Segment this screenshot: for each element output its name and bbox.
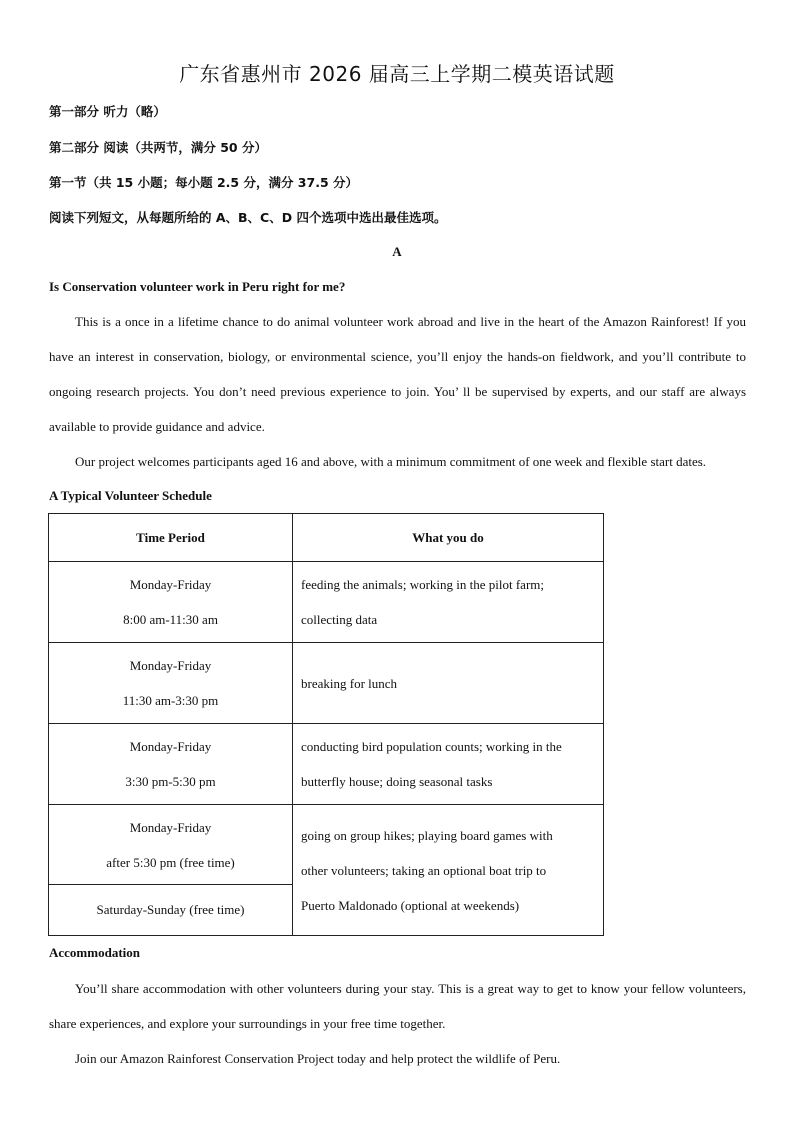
time-text: 11:30 am-3:30 pm	[122, 693, 219, 708]
day-text: Monday-Friday	[129, 577, 212, 592]
paragraph-1-text: This is a once in a lifetime chance to do animal volunteer work abroad and live in the heart of the Amazon Rainforest! If you have an interest in conservation, biology, or environmental science, you’ll enjoy the hands-on fieldwork, and you’ll contribute to ongoing research projects. You don’t need previous experience to join. You’ ll be supervised by experts, and our staff are always available to provide guidance and advice.	[49, 314, 746, 434]
page-title: 广东省惠州市 2026 届高三上学期二模英语试题	[179, 62, 615, 86]
activity-line: other volunteers; taking an optional boat trip to	[301, 862, 547, 878]
activity-cell	[293, 643, 604, 724]
accommodation-heading: Accommodation	[49, 945, 140, 960]
header-what-you-do: What you do	[293, 514, 604, 562]
activity-line: butterfly house; doing seasonal tasks	[301, 774, 493, 789]
paragraph-3	[49, 971, 746, 1041]
day-text: Saturday-Sunday (free time)	[96, 902, 245, 917]
activity-line: feeding the animals; working in the pilot farm;	[301, 577, 545, 592]
table-row	[49, 562, 604, 643]
activity-line: Puerto Maldonado (optional at weekends)	[301, 897, 520, 913]
table-row	[49, 805, 604, 885]
paragraph-4-text: Join our Amazon Rainforest Conservation Project today and help protect the wildlife of Peru.	[75, 1051, 561, 1066]
time-cell	[49, 643, 293, 724]
schedule-table	[48, 513, 604, 936]
activity-line: going on group hikes; playing board games with	[301, 827, 553, 843]
table-header-row	[49, 514, 604, 562]
table-row	[49, 643, 604, 724]
activity-line: breaking for lunch	[301, 675, 398, 691]
activity-cell	[293, 562, 604, 643]
table-row	[49, 724, 604, 805]
paragraph-4	[49, 1041, 746, 1076]
time-cell	[49, 724, 293, 805]
day-text: Monday-Friday	[129, 658, 212, 673]
activity-cell	[293, 724, 604, 805]
section1-heading: 第一节（共 15 小题；每小题 2.5 分，满分 37.5 分）	[49, 175, 358, 190]
paragraph-2	[49, 444, 746, 479]
time-cell	[49, 805, 293, 885]
activity-cell	[293, 805, 604, 936]
paragraph-2-text: Our project welcomes participants aged 16 and above, with a minimum commitment of one week and flexible start dates.	[75, 454, 707, 469]
time-text: after 5:30 pm (free time)	[106, 854, 235, 870]
schedule-heading: A Typical Volunteer Schedule	[49, 488, 212, 503]
header-time-period: Time Period	[49, 514, 293, 562]
time-text: 8:00 am-11:30 am	[123, 612, 218, 627]
day-text: Monday-Friday	[129, 819, 212, 835]
time-cell	[49, 562, 293, 643]
paragraph-3-text: You’ll share accommodation with other volunteers during your stay. This is a great way to get to know your fellow volunteers, share experiences, and explore your surroundings in your free time together.	[49, 981, 746, 1031]
passage-heading: Is Conservation volunteer work in Peru right for me?	[49, 279, 346, 294]
instruction-text: 阅读下列短文，从每题所给的 A、B、C、D 四个选项中选出最佳选项。	[49, 210, 447, 225]
day-text: Monday-Friday	[129, 739, 212, 754]
passage-label: A	[392, 244, 402, 259]
time-cell	[49, 885, 293, 936]
part2-heading: 第二部分 阅读（共两节，满分 50 分）	[49, 140, 267, 155]
activity-line: collecting data	[301, 612, 378, 627]
activity-line: conducting bird population counts; working in the	[301, 739, 562, 754]
time-text: 3:30 pm-5:30 pm	[125, 774, 216, 789]
paragraph-1	[49, 304, 746, 444]
part1-heading: 第一部分 听力（略）	[49, 104, 166, 119]
